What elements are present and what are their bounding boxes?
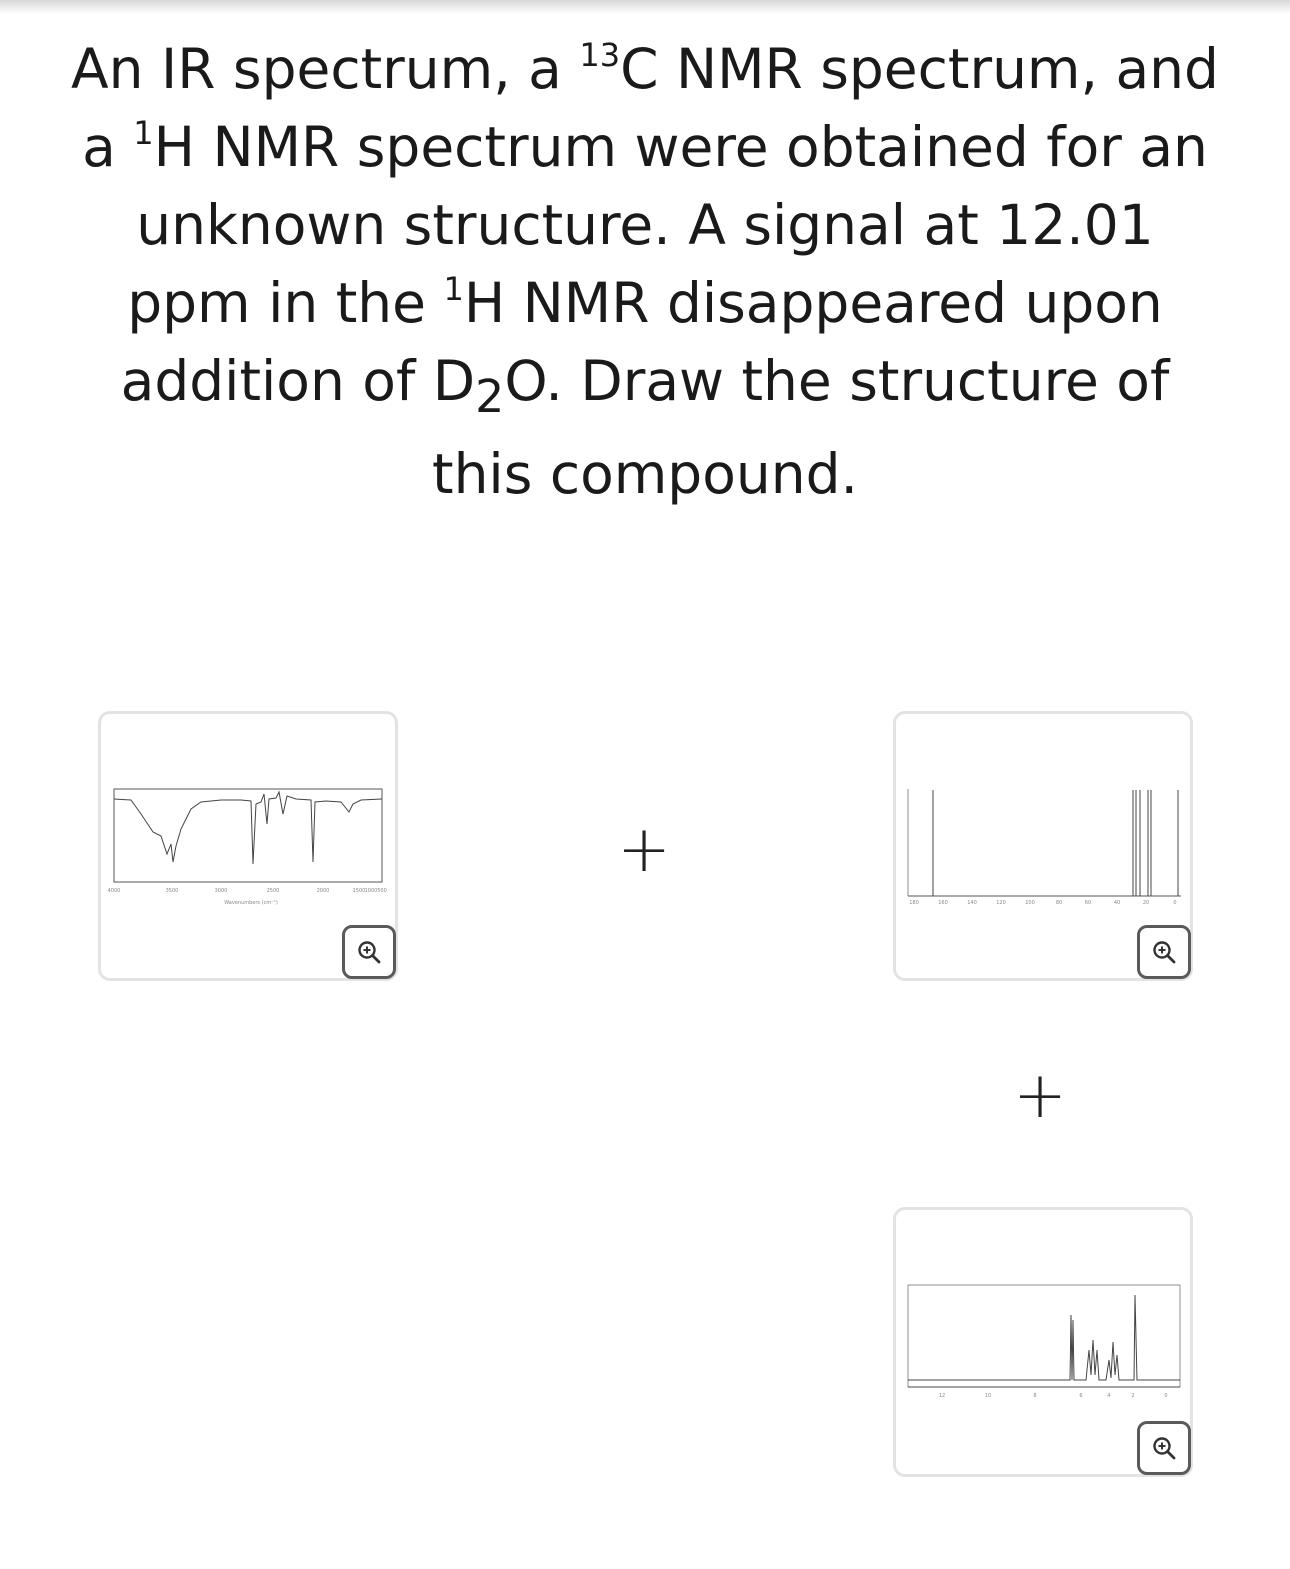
- h1-x-tick: 12: [938, 1393, 946, 1399]
- c13-zoom-button[interactable]: [1137, 925, 1191, 979]
- h1-x-tick: 2: [1131, 1393, 1135, 1399]
- c13-x-tick: 160: [938, 900, 948, 906]
- ir-x-tick: 500: [377, 888, 387, 894]
- top-shadow: [0, 0, 1290, 14]
- c13-x-ticks: [909, 900, 1176, 906]
- c13-x-tick: 140: [967, 900, 977, 906]
- ir-x-ticks: [108, 888, 387, 894]
- h1-nmr-card[interactable]: [893, 1207, 1193, 1477]
- zoom-in-icon: [1151, 1435, 1177, 1461]
- h1-x-tick: 4: [1107, 1393, 1111, 1399]
- c13-x-tick: 80: [1055, 900, 1063, 906]
- c13-x-tick: 180: [909, 900, 919, 906]
- ir-x-tick: 2500: [266, 888, 280, 894]
- c13-x-tick: 40: [1113, 900, 1121, 906]
- c13-x-tick: 120: [996, 900, 1006, 906]
- ir-x-tick: 3500: [165, 888, 179, 894]
- zoom-in-icon: [356, 939, 382, 965]
- c13-x-tick: 20: [1142, 900, 1150, 906]
- h1-x-tick: 8: [1033, 1393, 1037, 1399]
- plus-sign: +: [617, 813, 671, 887]
- ir-x-tick: 3000: [214, 888, 228, 894]
- c13-x-tick: 60: [1084, 900, 1092, 906]
- ir-x-tick: 2000: [316, 888, 330, 894]
- plus-sign: +: [1013, 1059, 1067, 1133]
- ir-x-tick: 4000: [107, 888, 121, 894]
- c13-nmr-card[interactable]: [893, 711, 1193, 981]
- ir-x-tick: 1000: [364, 888, 378, 894]
- h1-x-tick: 10: [984, 1393, 992, 1399]
- h1-x-tick: 6: [1079, 1393, 1083, 1399]
- ir-zoom-button[interactable]: [342, 925, 396, 979]
- ir-x-tick: 1500: [352, 888, 366, 894]
- zoom-in-icon: [1151, 939, 1177, 965]
- h1-zoom-button[interactable]: [1137, 1421, 1191, 1475]
- c13-x-tick: 0: [1173, 900, 1177, 906]
- c13-x-tick: 100: [1025, 900, 1035, 906]
- ir-x-label: Wavenumbers (cm⁻¹): [224, 900, 278, 906]
- question-text: An IR spectrum, a $^{13}$C NMR spectrum, and a $^1$H NMR spectrum were obtained for an unknown structure. A signal at 12.01 ppm in the $^1$H NMR disappeared upon addition of $D_2O$. Draw the structure of this compound.: [71, 36, 1219, 506]
- ir-spectrum-card[interactable]: [98, 711, 398, 981]
- h1-x-tick: 0: [1164, 1393, 1168, 1399]
- h1-x-ticks: [939, 1393, 1168, 1399]
